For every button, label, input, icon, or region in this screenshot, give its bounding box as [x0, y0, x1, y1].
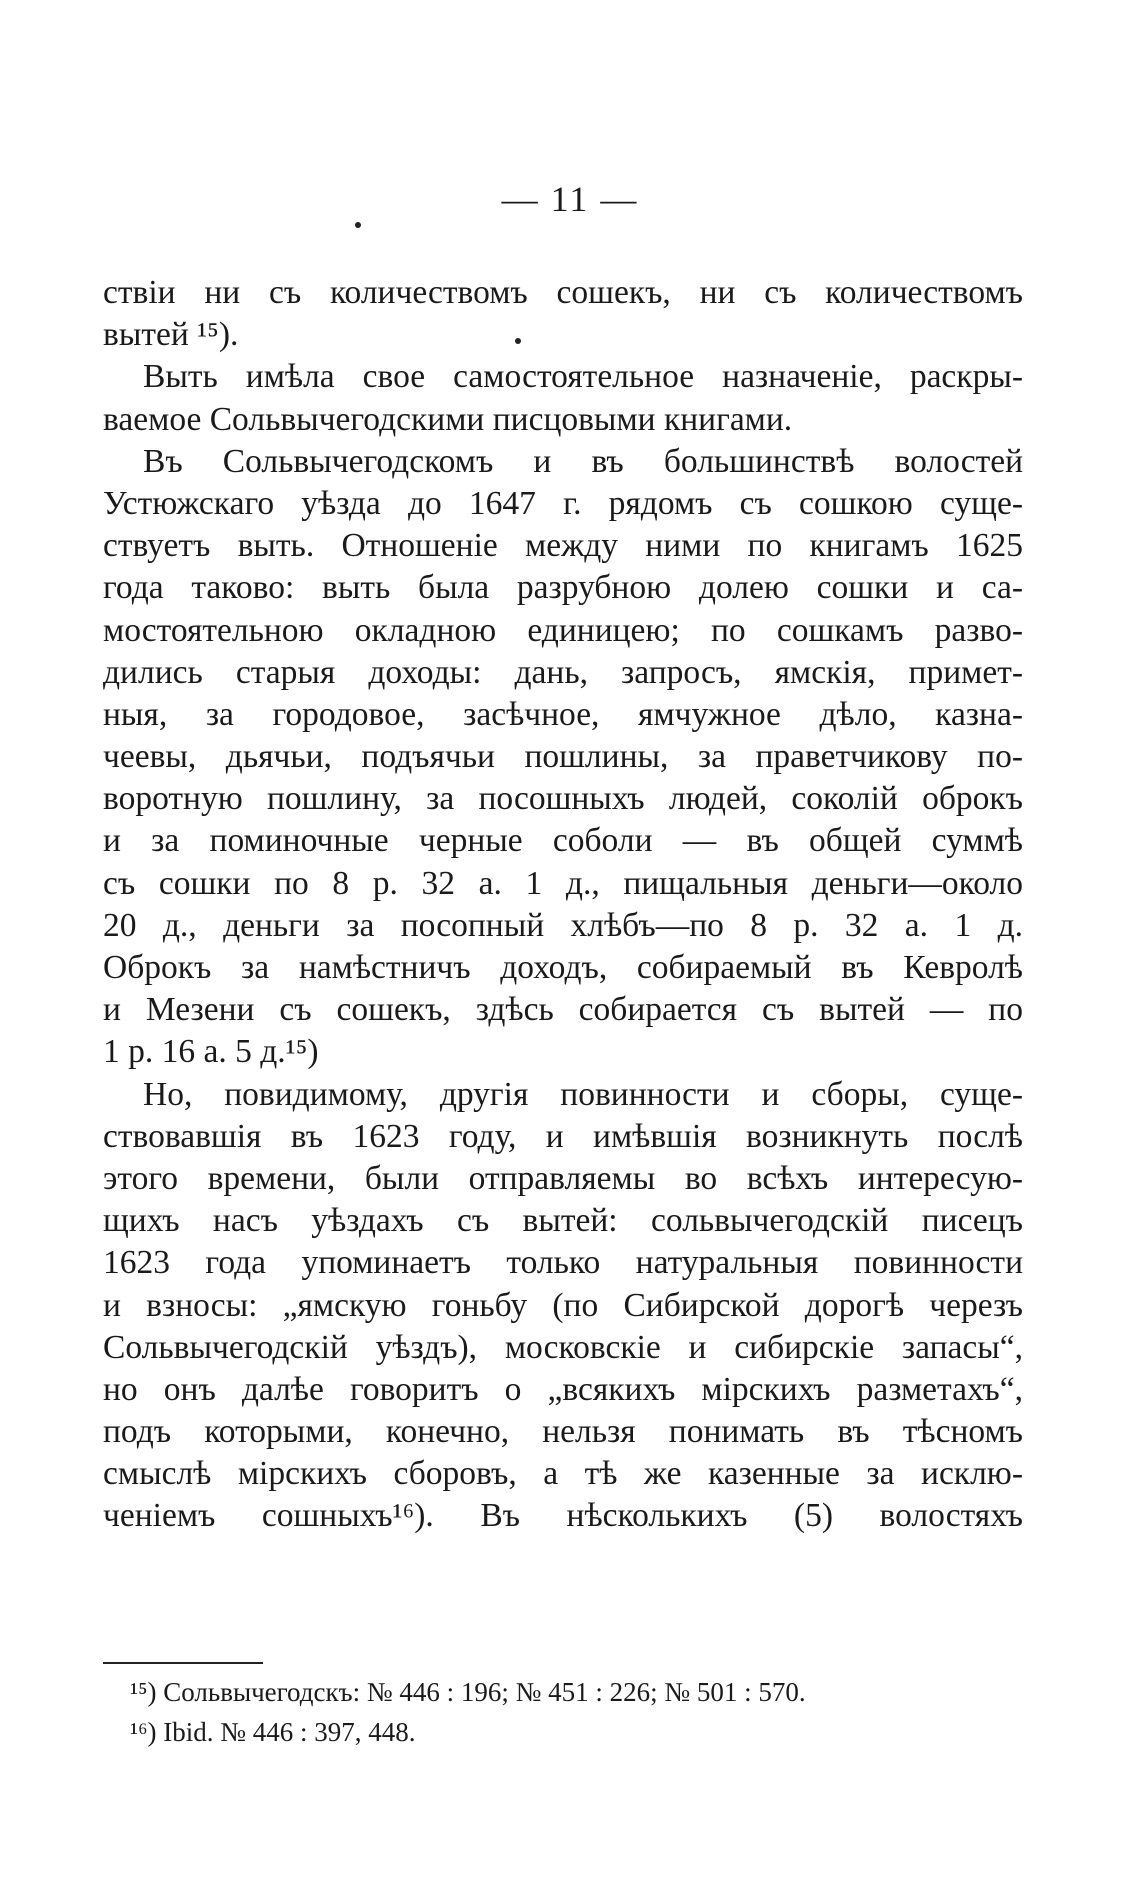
text-line: ныя, за городовое, засѣчное, ямчужное дѣло, казна- — [103, 695, 1023, 733]
footnote-divider — [103, 1662, 263, 1664]
text-line: съ сошки по 8 р. 32 а. 1 д., пищальныя деньги—около — [103, 864, 1023, 902]
page-number: — 11 — — [501, 179, 639, 219]
text-line: и за поминочные черные соболи — въ общей суммѣ — [103, 822, 1023, 860]
text-line: ваемое Сольвычегодскими писцовыми книгами. — [103, 400, 793, 438]
text-line: вытей ¹⁵). — [103, 316, 239, 354]
text-line: но онъ далѣе говоритъ о „всякихъ мірскихъ разметахъ“, — [103, 1370, 1023, 1408]
text-line: щихъ насъ уѣздахъ съ вытей: сольвычегодскій писецъ — [103, 1202, 1023, 1240]
text-line: дились старыя доходы: дань, запросъ, ямскія, примет- — [103, 653, 1023, 691]
text-line: Оброкъ за намѣстничъ доходъ, собираемый въ Кевролѣ — [103, 949, 1023, 986]
body-text — [103, 272, 1023, 1538]
text-line: Въ Сольвычегодскомъ и въ большинствѣ волостей — [143, 442, 1023, 480]
text-line: Но, повидимому, другія повинности и сборы, суще- — [143, 1075, 1023, 1113]
ink-speck — [355, 222, 361, 228]
text-line: и Мезени съ сошекъ, здѣсь собирается съ вытей — по — [103, 991, 1023, 1029]
text-line: 1623 года упоминаетъ только натуральныя повинности — [103, 1244, 1023, 1282]
text-line: воротную пошлину, за посошныхъ людей, соколій оброкъ — [103, 780, 1023, 818]
text-line: 20 д., деньги за посопный хлѣбъ—по 8 р. 32 а. 1 д. — [103, 906, 1023, 944]
text-line: подъ которыми, конечно, нельзя понимать въ тѣсномъ — [103, 1413, 1023, 1451]
text-line: этого времени, были отправляемы во всѣхъ интересую- — [103, 1159, 1023, 1197]
text-line: ченіемъ сошныхъ¹⁶). Въ нѣсколькихъ (5) волостяхъ — [103, 1497, 1023, 1535]
text-line: Устюжскаго уѣзда до 1647 г. рядомъ съ сошкою суще- — [103, 484, 1023, 522]
text-line: 1 р. 16 а. 5 д.¹⁵) — [103, 1033, 319, 1071]
text-line: года таково: выть была разрубною долею сошки и са- — [103, 569, 1023, 607]
text-line: ствуетъ выть. Отношеніе между ними по книгамъ 1625 — [103, 527, 1023, 565]
text-line: Сольвычегодскій уѣздъ), московскіе и сибирскіе запасы“, — [103, 1328, 1023, 1366]
text-line: и взносы: „ямскую гоньбу (по Сибирской дорогѣ черезъ — [103, 1286, 1023, 1324]
text-line: ствовавшія въ 1623 году, и имѣвшія возникнуть послѣ — [103, 1117, 1023, 1155]
footnote: ¹⁶) Ibid. № 446 : 397, 448. — [130, 1717, 416, 1747]
text-line: мостоятельною окладною единицею; по сошкамъ разво- — [103, 611, 1023, 649]
text-line: Выть имѣла свое самостоятельное назначеніе, раскры- — [143, 358, 1023, 396]
text-line: смыслѣ мірскихъ сборовъ, а тѣ же казенные за исклю- — [103, 1455, 1023, 1493]
text-line: ствіи ни съ количествомъ сошекъ, ни съ количествомъ — [103, 274, 1023, 311]
text-line: чеевы, дьячьи, подъячьи пошлины, за праветчикову по- — [103, 738, 1023, 776]
footnotes — [130, 1672, 1010, 1752]
footnote: ¹⁵) Сольвычегодскъ: № 446 : 196; № 451 : 226; № 501 : 570. — [130, 1677, 806, 1707]
